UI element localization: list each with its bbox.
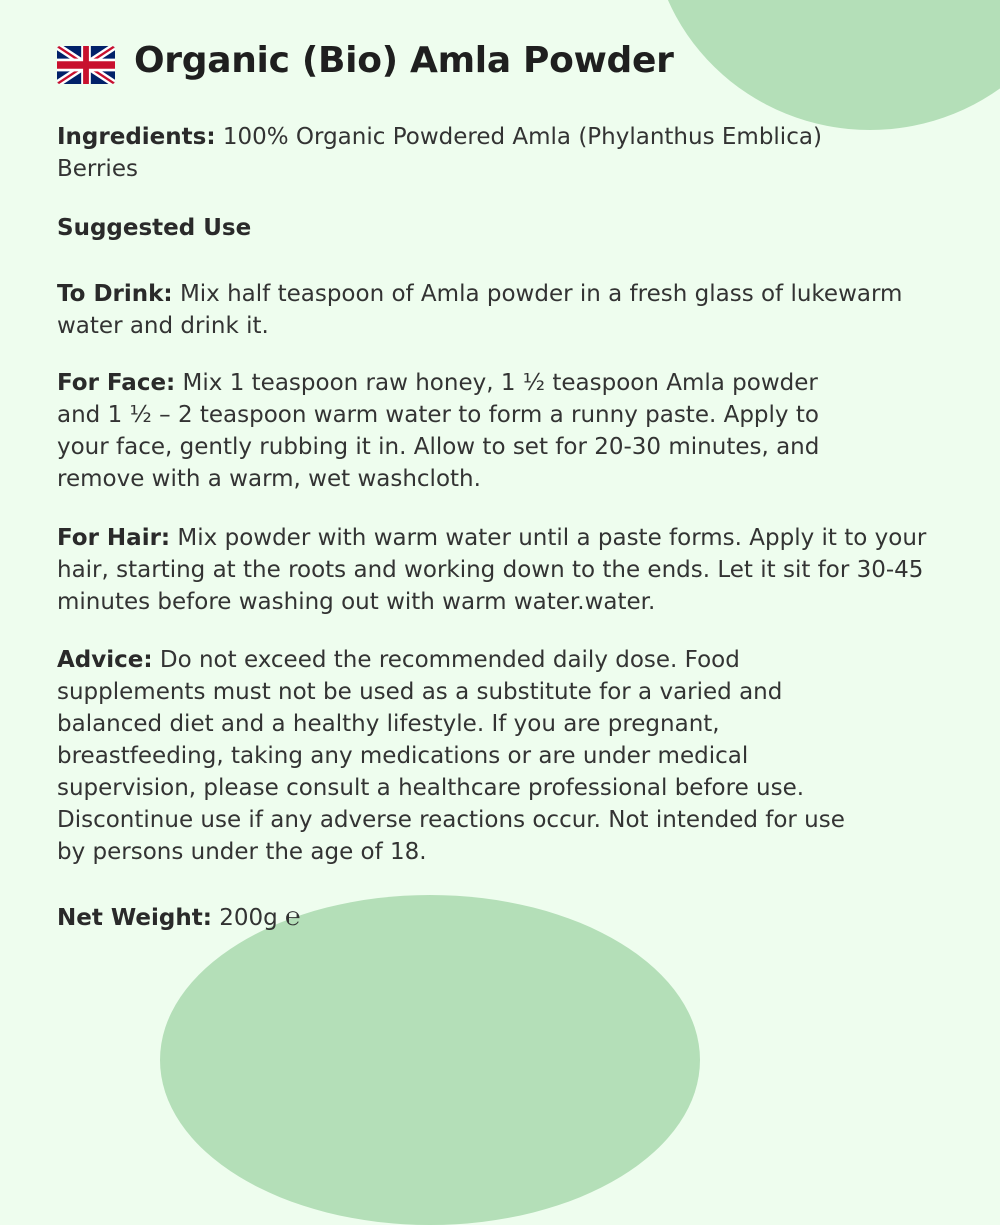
face-paragraph bbox=[57, 367, 847, 495]
face-text: Mix 1 teaspoon raw honey, 1 ½ teaspoon Amla powder and 1 ½ – 2 teaspoon warm water to form a runny paste. Apply to your face, gently rubbing it in. Allow to set for 20-30 minutes, and remove with a warm, wet washcloth. bbox=[57, 370, 820, 492]
hair-label: For Hair: bbox=[57, 525, 171, 551]
estimated-sign-icon: ℮ bbox=[285, 902, 301, 932]
advice-text: Do not exceed the recommended daily dose. Food supplements must not be used as a substitute for a varied and balanced diet and a healthy lifestyle. If you are pregnant, breastfeeding, taking any medications or are under medical supervision, please consult a healthcare professional before use. Discontinue use if any adverse reactions occur. Not intended for use by persons under the age of 18. bbox=[57, 647, 845, 865]
ingredients-paragraph bbox=[57, 121, 887, 185]
suggested-use-label: Suggested Use bbox=[57, 215, 252, 241]
page-title: Organic (Bio) Amla Powder bbox=[134, 40, 674, 81]
decorative-circle-top bbox=[650, 0, 1000, 130]
drink-paragraph bbox=[57, 278, 957, 342]
drink-label: To Drink: bbox=[57, 281, 173, 307]
face-label: For Face: bbox=[57, 370, 176, 396]
net-weight-label: Net Weight: bbox=[57, 905, 212, 931]
hair-paragraph bbox=[57, 522, 947, 618]
hair-text: Mix powder with warm water until a paste forms. Apply it to your hair, starting at the roots and working down to the ends. Let it sit for 30-45 minutes before washing out with warm water.water. bbox=[57, 525, 927, 615]
advice-paragraph bbox=[57, 644, 857, 868]
ingredients-text: 100% Organic Powdered Amla (Phylanthus Emblica) Berries bbox=[57, 124, 822, 182]
suggested-use-heading bbox=[57, 212, 757, 244]
net-weight-paragraph bbox=[57, 901, 657, 934]
uk-flag-icon bbox=[57, 46, 115, 84]
ingredients-label: Ingredients: bbox=[57, 124, 216, 150]
advice-label: Advice: bbox=[57, 647, 153, 673]
net-weight-value: 200g bbox=[211, 905, 278, 931]
decorative-circle-bottom bbox=[160, 895, 700, 1225]
drink-text: Mix half teaspoon of Amla powder in a fresh glass of lukewarm water and drink it. bbox=[57, 281, 903, 339]
